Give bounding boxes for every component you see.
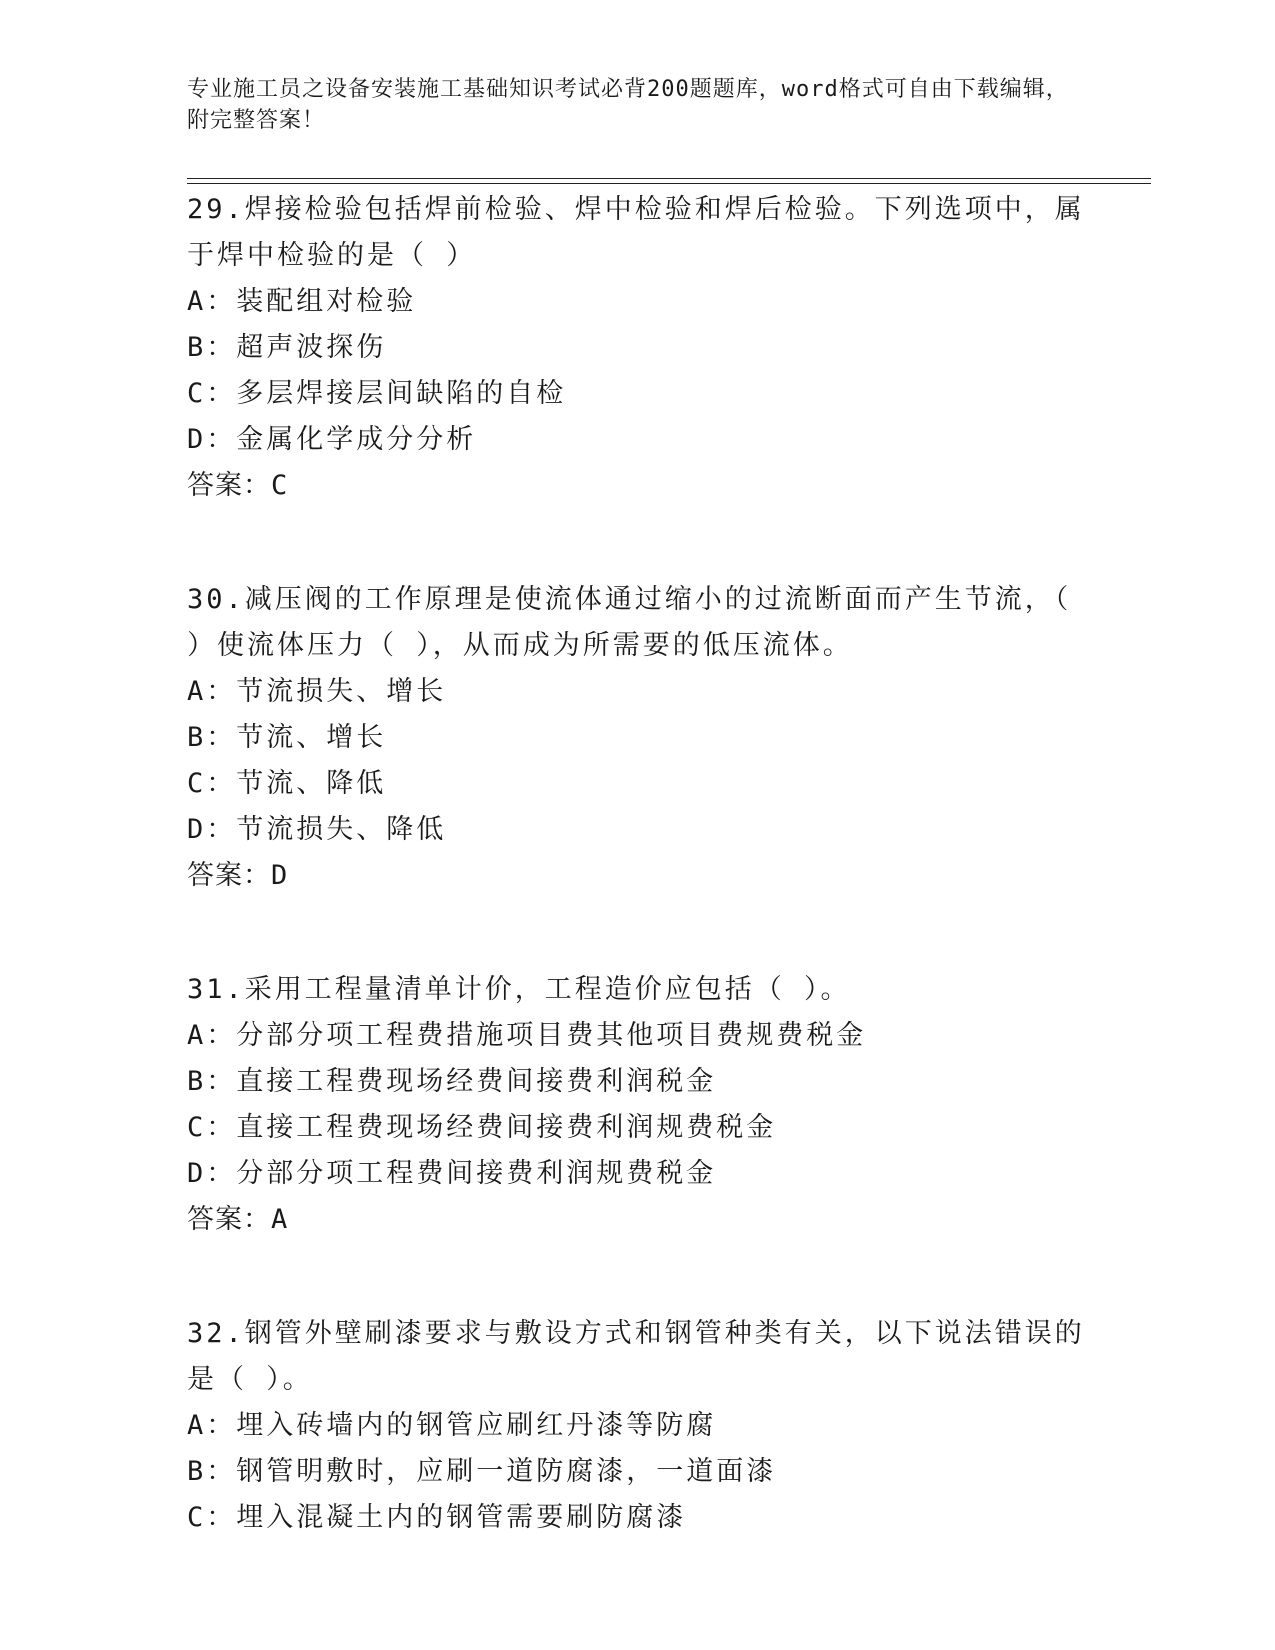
question-stem: 31.采用工程量清单计价，工程造价应包括（ ）。: [187, 974, 851, 1005]
option-d: D：金属化学成分分析: [187, 424, 477, 455]
question-30: [187, 577, 1087, 899]
question-32: [187, 1311, 1087, 1541]
question-spacer: [187, 1243, 1087, 1311]
option-c: C：直接工程费现场经费间接费利润规费税金: [187, 1112, 777, 1143]
header-divider-top: [187, 178, 1151, 179]
question-list: [187, 187, 1087, 1541]
option-c: C：多层焊接层间缺陷的自检: [187, 378, 567, 409]
option-b: B：超声波探伤: [187, 332, 387, 363]
option-a: A：节流损失、增长: [187, 676, 447, 707]
question-spacer: [187, 899, 1087, 967]
question-stem: 29.焊接检验包括焊前检验、焊中检验和焊后检验。下列选项中，属于焊中检验的是（ ）: [187, 194, 1085, 271]
option-b: B：直接工程费现场经费间接费利润税金: [187, 1066, 717, 1097]
question-stem: 30.减压阀的工作原理是使流体通过缩小的过流断面而产生节流，（ ）使流体压力（ ），从而成为所需要的低压流体。: [187, 584, 1072, 661]
option-b: B：钢管明敷时，应刷一道防腐漆，一道面漆: [187, 1456, 777, 1487]
document-header: 专业施工员之设备安装施工基础知识考试必背200题题库，word格式可自由下载编辑，附完整答案！: [187, 77, 1069, 133]
option-d: D：节流损失、降低: [187, 814, 447, 845]
answer-line: 答案：A: [187, 1204, 289, 1235]
option-b: B：节流、增长: [187, 722, 387, 753]
option-a: A：埋入砖墙内的钢管应刷红丹漆等防腐: [187, 1410, 717, 1441]
answer-line: 答案：D: [187, 860, 289, 891]
option-a: A：装配组对检验: [187, 286, 417, 317]
option-a: A：分部分项工程费措施项目费其他项目费规费税金: [187, 1020, 867, 1051]
option-d: D：分部分项工程费间接费利润规费税金: [187, 1158, 717, 1189]
option-c: C：节流、降低: [187, 768, 387, 799]
question-31: [187, 967, 1087, 1243]
question-stem: 32.钢管外壁刷漆要求与敷设方式和钢管种类有关，以下说法错误的是（ ）。: [187, 1318, 1085, 1395]
header-divider-bottom: [187, 183, 1151, 184]
question-spacer: [187, 509, 1087, 577]
answer-line: 答案：C: [187, 470, 289, 501]
question-29: [187, 187, 1087, 509]
option-c: C：埋入混凝土内的钢管需要刷防腐漆: [187, 1502, 687, 1533]
